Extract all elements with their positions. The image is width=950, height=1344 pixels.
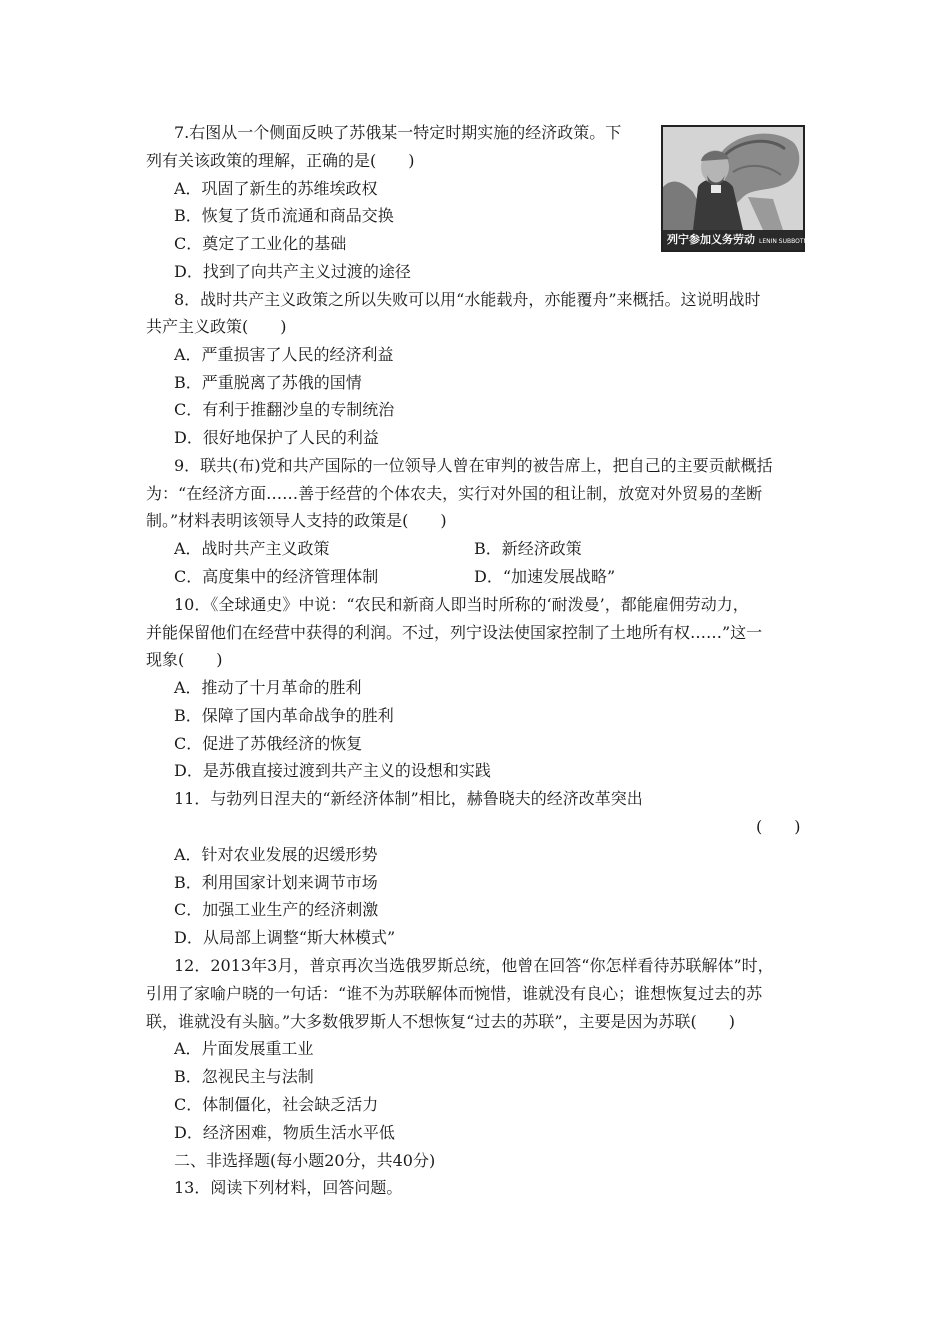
section-2: 二、非选择题(每小题20分，共40分) xyxy=(174,1151,436,1170)
q11-c: C．加强工业生产的经济刺激 xyxy=(174,900,379,919)
q7-stem: 7.右图从一个侧面反映了苏俄某一特定时期实施的经济政策。下 xyxy=(174,123,622,142)
q8-stem-2: 共产主义政策( ) xyxy=(146,317,287,336)
q9-stem-2: 为：“在经济方面……善于经营的个体农夫，实行对外国的租让制，放宽对外贸易的垄断 xyxy=(146,484,763,503)
q12-stem: 12．2013年3月，普京再次当选俄罗斯总统，他曾在回答“你怎样看待苏联解体”时， xyxy=(174,956,774,975)
q12-stem-3: 联，谁就没有头脑。”大多数俄罗斯人不想恢复“过去的苏联”，主要是因为苏联( ) xyxy=(146,1012,736,1031)
q11-stem: 11．与勃列日涅夫的“新经济体制”相比，赫鲁晓夫的经济改革突出 xyxy=(174,789,643,808)
q12-c: C．体制僵化，社会缺乏活力 xyxy=(174,1095,379,1114)
q13-stem: 13．阅读下列材料，回答问题。 xyxy=(174,1178,403,1197)
q8-a: A．严重损害了人民的经济利益 xyxy=(174,345,394,364)
poster-caption-sub: LENIN SUBBOTNIK xyxy=(759,238,814,245)
poster-illustration xyxy=(663,127,803,230)
q7-b: B．恢复了货币流通和商品交换 xyxy=(174,206,394,225)
q8-c: C．有利于推翻沙皇的专制统治 xyxy=(174,400,395,419)
q10-b: B．保障了国内革命战争的胜利 xyxy=(174,706,394,725)
q9-stem: 9．联共(布)党和共产国际的一位领导人曾在审判的被告席上，把自己的主要贡献概括 xyxy=(174,456,773,475)
q8-d: D．很好地保护了人民的利益 xyxy=(174,428,379,447)
q10-stem: 10．《全球通史》中说：“农民和新商人即当时所称的‘耐泼曼’，都能雇佣劳动力， xyxy=(174,595,749,614)
q12-stem-2: 引用了家喻户晓的一句话：“谁不为苏联解体而惋惜，谁就没有良心；谁想恢复过去的苏 xyxy=(146,984,763,1003)
q9-a: A．战时共产主义政策 xyxy=(174,539,330,558)
q9-b: B．新经济政策 xyxy=(474,539,582,558)
q10-d: D．是苏俄直接过渡到共产主义的设想和实践 xyxy=(174,761,491,780)
poster-caption xyxy=(663,230,814,250)
q10-c: C．促进了苏俄经济的恢复 xyxy=(174,734,363,753)
q7-a: A．巩固了新生的苏维埃政权 xyxy=(174,179,378,198)
q9-c: C．高度集中的经济管理体制 xyxy=(174,567,379,586)
q8-b: B．严重脱离了苏俄的国情 xyxy=(174,373,362,392)
q9-stem-3: 制。”材料表明该领导人支持的政策是( ) xyxy=(146,511,447,530)
q7-c: C．奠定了工业化的基础 xyxy=(174,234,347,253)
q12-a: A．片面发展重工业 xyxy=(174,1039,314,1058)
q10-a: A．推动了十月革命的胜利 xyxy=(174,678,362,697)
q7-stem-2: 列有关该政策的理解，正确的是( ) xyxy=(146,151,415,170)
q9-d: D．“加速发展战略” xyxy=(474,567,616,586)
q12-d: D．经济困难，物质生活水平低 xyxy=(174,1123,395,1142)
q7-d: D．找到了向共产主义过渡的途径 xyxy=(174,262,411,281)
q10-stem-3: 现象( ) xyxy=(146,650,223,669)
lenin-subbotnik-poster xyxy=(661,125,814,252)
q10-stem-2: 并能保留他们在经营中获得的利润。不过，列宁设法使国家控制了土地所有权……”这一 xyxy=(146,623,763,642)
q11-b: B．利用国家计划来调节市场 xyxy=(174,873,378,892)
q12-b: B．忽视民主与法制 xyxy=(174,1067,314,1086)
q11-paren: ( ) xyxy=(756,817,801,836)
q11-a: A．针对农业发展的迟缓形势 xyxy=(174,845,378,864)
poster-caption-text: 列宁参加义务劳动 xyxy=(667,233,755,246)
q8-stem: 8．战时共产主义政策之所以失败可以用“水能载舟，亦能覆舟”来概括。这说明战时 xyxy=(174,290,761,309)
q11-d: D．从局部上调整“斯大林模式” xyxy=(174,928,396,947)
